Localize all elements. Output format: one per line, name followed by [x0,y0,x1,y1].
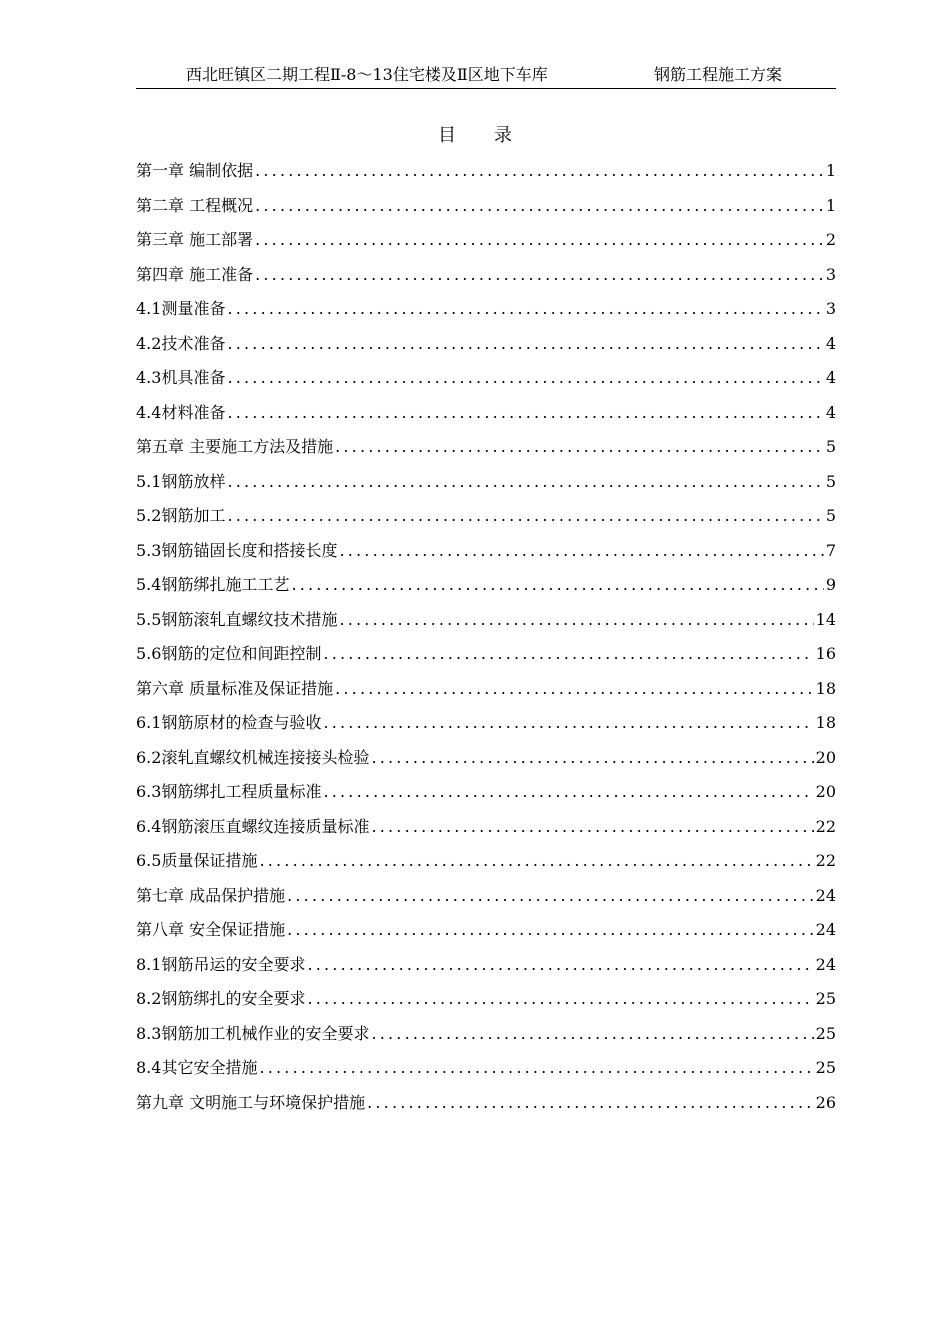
toc-entry-label: 6.3钢筋绑扎工程质量标准 [136,782,322,801]
toc-dot-leader [367,1089,814,1117]
toc-entry-page-number: 22 [815,816,836,836]
toc-dot-leader [227,295,823,323]
toc-entry-label: 第一章 编制依据 [136,161,254,180]
header-project-title: 西北旺镇区二期工程Ⅱ-8～13住宅楼及Ⅱ区地下车库 [186,65,548,84]
toc-dot-leader [335,433,824,461]
toc-dot-leader [255,226,824,254]
toc-entry-label: 第四章 施工准备 [136,264,254,284]
toc-dot-leader [371,813,813,841]
toc-entry-label: 6.5质量保证措施 [136,851,258,870]
toc-entry-page-number: 4 [825,333,836,353]
toc-entry-label: 第三章 施工部署 [136,230,254,249]
toc-dot-leader [259,847,813,875]
toc-entry-label: 4.4材料准备 [136,402,226,422]
toc-entry-page-number: 16 [815,644,836,663]
toc-entry[interactable] [136,1054,836,1089]
toc-dot-leader [371,744,813,772]
toc-dot-leader [259,1054,813,1082]
toc-dot-leader [307,985,813,1013]
toc-dot-leader [323,640,813,668]
toc-entry-page-number: 5 [825,506,836,525]
toc-entry[interactable] [136,813,836,848]
table-of-contents [136,157,836,1123]
toc-dot-leader [255,192,824,220]
toc-entry-page-number: 5 [825,437,836,456]
toc-entry-page-number: 25 [815,1023,836,1043]
toc-entry[interactable] [136,261,836,296]
toc-dot-leader [227,399,823,427]
toc-dot-leader [255,157,824,185]
toc-entry-label: 8.2钢筋绑扎的安全要求 [136,989,306,1008]
toc-entry-page-number: 20 [815,782,836,801]
header-document-title: 钢筋工程施工方案 [654,65,783,84]
toc-entry-label: 4.2技术准备 [136,333,226,353]
toc-dot-leader [227,502,823,530]
toc-dot-leader [339,537,823,565]
toc-entry[interactable] [136,295,836,330]
toc-entry[interactable] [136,606,836,641]
toc-entry[interactable] [136,364,836,399]
toc-dot-leader [227,468,823,496]
toc-entry-page-number: 24 [815,885,836,905]
toc-entry-label: 4.1测量准备 [136,299,226,318]
toc-entry[interactable] [136,433,836,468]
toc-entry[interactable] [136,951,836,986]
toc-entry[interactable] [136,571,836,606]
toc-entry-label: 5.2钢筋加工 [136,506,226,525]
toc-entry[interactable] [136,640,836,675]
toc-dot-leader [227,330,823,358]
toc-entry-page-number: 18 [815,713,836,732]
toc-entry-label: 5.6钢筋的定位和间距控制 [136,644,322,663]
toc-entry[interactable] [136,916,836,951]
toc-entry-page-number: 26 [815,1092,836,1112]
toc-entry-page-number: 2 [825,230,836,249]
toc-entry-page-number: 24 [815,954,836,974]
toc-dot-leader [323,709,813,737]
toc-entry-page-number: 1 [825,195,836,215]
toc-entry[interactable] [136,1089,836,1124]
toc-entry-page-number: 22 [815,851,836,870]
toc-entry[interactable] [136,847,836,882]
toc-entry-label: 8.1钢筋吊运的安全要求 [136,954,306,974]
toc-entry[interactable] [136,330,836,365]
toc-dot-leader [323,778,813,806]
toc-entry-page-number: 7 [825,540,836,560]
toc-entry[interactable] [136,778,836,813]
toc-entry-page-number: 20 [815,747,836,767]
toc-entry-page-number: 4 [825,402,836,422]
toc-dot-leader [339,606,813,634]
toc-entry-page-number: 3 [825,264,836,284]
toc-entry-label: 第八章 安全保证措施 [136,920,286,939]
toc-entry-label: 6.1钢筋原材的检查与验收 [136,713,322,732]
toc-entry-page-number: 9 [825,575,836,594]
toc-entry[interactable] [136,709,836,744]
toc-dot-leader [371,1020,813,1048]
toc-entry[interactable] [136,157,836,192]
toc-entry-page-number: 25 [815,1058,836,1077]
toc-entry-label: 第九章 文明施工与环境保护措施 [136,1092,366,1112]
toc-dot-leader [307,951,813,979]
toc-entry[interactable] [136,192,836,227]
toc-entry-label: 4.3机具准备 [136,368,226,387]
toc-dot-leader [227,364,823,392]
toc-dot-leader [335,675,814,703]
toc-entry[interactable] [136,537,836,572]
page-header [136,62,836,89]
toc-entry[interactable] [136,882,836,917]
toc-entry-label: 8.3钢筋加工机械作业的安全要求 [136,1023,370,1043]
toc-entry-page-number: 25 [815,989,836,1008]
toc-entry[interactable] [136,744,836,779]
toc-entry[interactable] [136,985,836,1020]
toc-entry-label: 第五章 主要施工方法及措施 [136,437,334,456]
toc-entry-label: 第二章 工程概况 [136,195,254,215]
toc-entry-label: 第七章 成品保护措施 [136,885,286,905]
toc-entry-page-number: 14 [815,609,836,629]
toc-entry[interactable] [136,399,836,434]
toc-entry-label: 5.4钢筋绑扎施工工艺 [136,575,290,594]
toc-entry[interactable] [136,468,836,503]
toc-entry[interactable] [136,226,836,261]
toc-entry-page-number: 4 [825,368,836,387]
toc-dot-leader [287,916,814,944]
toc-entry-label: 6.2滚轧直螺纹机械连接接头检验 [136,747,370,767]
toc-entry-label: 5.5钢筋滚轧直螺纹技术措施 [136,609,338,629]
toc-entry[interactable] [136,675,836,710]
toc-entry[interactable] [136,1020,836,1055]
toc-dot-leader [291,571,823,599]
toc-entry-page-number: 3 [825,299,836,318]
toc-entry-page-number: 18 [815,678,836,698]
toc-entry-label: 8.4其它安全措施 [136,1058,258,1077]
toc-dot-leader [287,882,814,910]
toc-entry-page-number: 5 [825,471,836,491]
toc-entry-label: 5.1钢筋放样 [136,471,226,491]
toc-entry-label: 6.4钢筋滚压直螺纹连接质量标准 [136,816,370,836]
toc-entry[interactable] [136,502,836,537]
toc-entry-label: 5.3钢筋锚固长度和搭接长度 [136,540,338,560]
toc-entry-page-number: 24 [815,920,836,939]
toc-entry-label: 第六章 质量标准及保证措施 [136,678,334,698]
toc-heading: 目录 [438,125,550,146]
toc-entry-page-number: 1 [825,161,836,180]
toc-dot-leader [255,261,824,289]
